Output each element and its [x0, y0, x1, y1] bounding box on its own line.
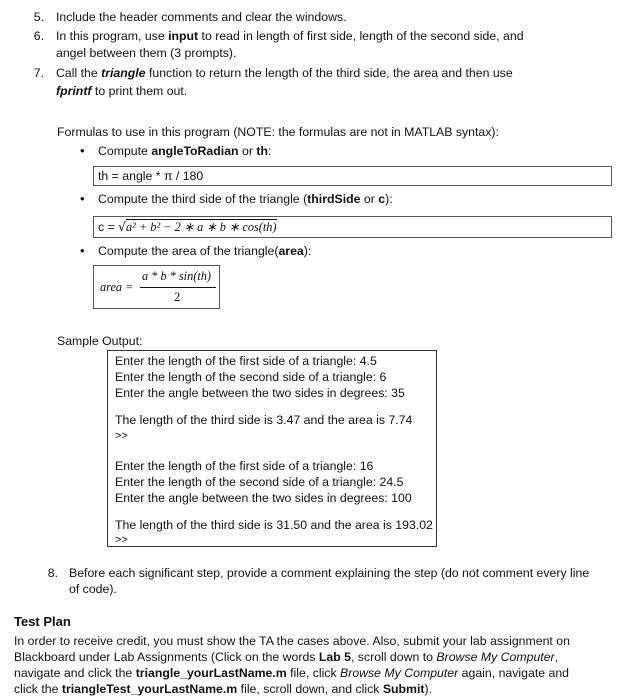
test-plan-line-2: Blackboard under Lab Assignments (Click on the words Lab 5, scroll down to Browse My Computer, [14, 650, 559, 664]
output-line: Enter the length of the first side of a triangle: 4.5 [115, 354, 377, 368]
step-text-line-2: of code). [69, 582, 117, 596]
step-number: 8. [47, 566, 58, 580]
output-line: Enter the length of the second side of a triangle: 6 [115, 370, 387, 384]
bullet-icon: • [80, 191, 85, 206]
bullet-text-3: Compute the area of the triangle(area): [98, 244, 312, 258]
bullet-text-2: Compute the third side of the triangle (thirdSide or c): [98, 192, 393, 206]
step-number: 7. [33, 66, 44, 80]
formula-area-lhs: area = [100, 280, 134, 294]
step-text-line-1: In this program, use input to read in length of first side, length of the second side, and [56, 29, 524, 43]
test-plan-line-4: click the triangleTest_yourLastName.m file, scroll down, and click Submit). [14, 682, 433, 696]
formula-radian: th = angle * π / 180 [98, 169, 204, 183]
sample-output-label: Sample Output: [57, 334, 143, 348]
output-line: The length of the third side is 31.50 and the area is 193.02 [115, 518, 433, 532]
sqrt-icon: √ [118, 220, 127, 234]
bullet-icon: • [80, 143, 85, 158]
step-text: Include the header comments and clear the windows. [56, 10, 347, 24]
bullet-text-1: Compute angleToRadian or th: [98, 144, 272, 158]
step-text-line-1: Before each significant step, provide a comment explaining the step (do not comment every line [69, 566, 590, 580]
bullet-icon: • [80, 243, 85, 258]
step-number: 6. [33, 29, 44, 43]
formula-box-radian [93, 166, 612, 186]
step-text-line-2: fprintf to print them out. [56, 84, 188, 98]
test-plan-line-3: navigate and click the triangle_yourLastName.m file, click Browse My Computer again, navigate and [14, 666, 570, 680]
formula-box-third-side [93, 216, 612, 238]
output-line: Enter the length of the second side of a triangle: 24.5 [115, 475, 404, 489]
step-text-line-1: Call the triangle function to return the length of the third side, the area and then use [56, 66, 513, 80]
output-line: Enter the angle between the two sides in degrees: 100 [115, 491, 412, 505]
formula-area-numerator: a * b * sin(th) [142, 269, 211, 283]
output-line: Enter the angle between the two sides in degrees: 35 [115, 386, 405, 400]
formula-third-side: c = √a² + b² − 2 ∗ a ∗ b ∗ cos(th) [98, 220, 277, 234]
step-text-line-2: angel between them (3 prompts). [56, 46, 237, 60]
output-prompt: >> [115, 430, 128, 442]
output-line: Enter the length of the first side of a triangle: 16 [115, 459, 374, 473]
fraction-bar [140, 287, 216, 288]
output-line: The length of the third side is 3.47 and the area is 7.74 [115, 413, 413, 427]
sample-output-box [107, 350, 437, 547]
output-prompt: >> [115, 534, 128, 546]
step-number: 5. [33, 10, 44, 24]
formula-area-denominator: 2 [174, 290, 181, 304]
formula-box-area [93, 265, 220, 309]
test-plan-line-1: In order to receive credit, you must show the TA the cases above. Also, submit your lab assignment on [14, 634, 570, 648]
formulas-intro: Formulas to use in this program (NOTE: the formulas are not in MATLAB syntax): [57, 125, 499, 139]
test-plan-heading: Test Plan [14, 614, 71, 629]
